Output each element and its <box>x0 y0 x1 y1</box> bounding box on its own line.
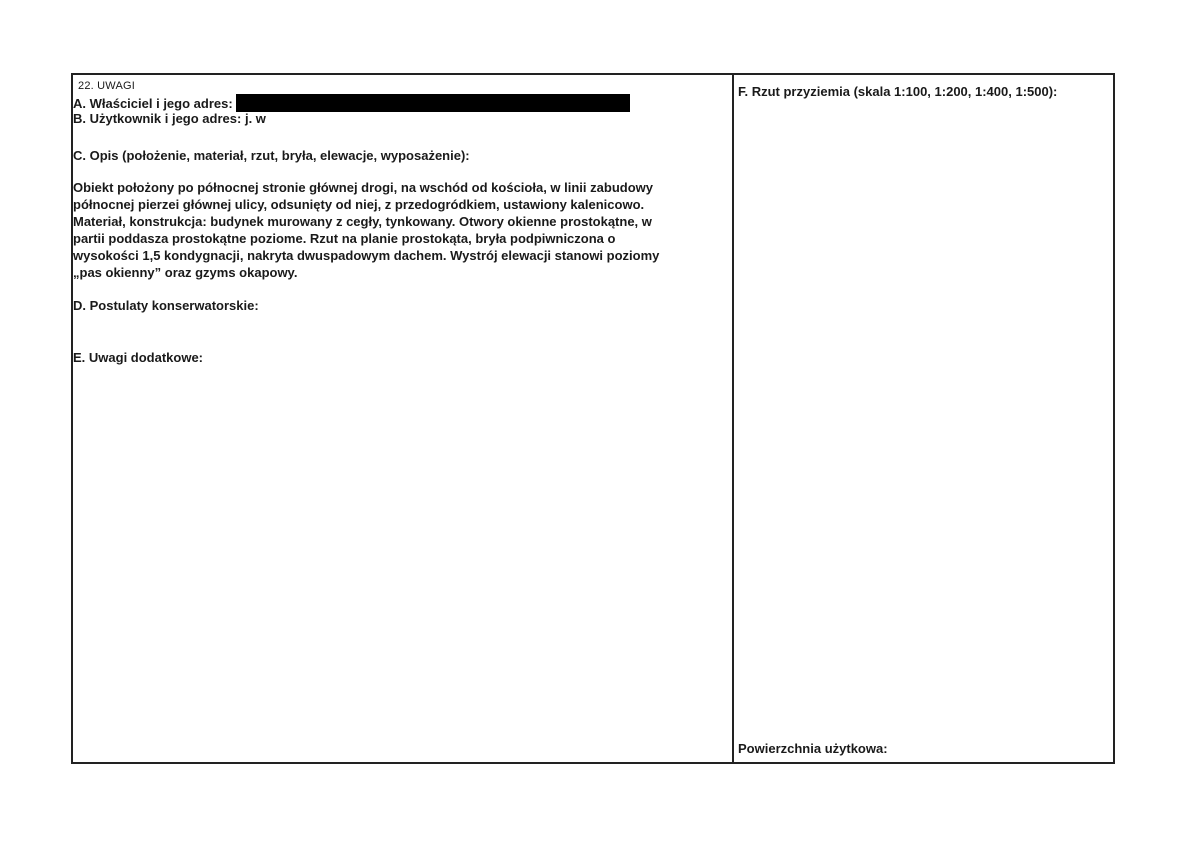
owner-redaction <box>236 94 630 112</box>
description-text <box>73 179 723 281</box>
remarks-label: E. Uwagi dodatkowe: <box>73 350 204 365</box>
column-divider <box>732 73 734 764</box>
user-value: j. w <box>244 111 266 126</box>
description-line: partii poddasza prostokątne poziome. Rzut na planie prostokąta, bryła podpiwniczona o <box>73 231 616 246</box>
user-field <box>73 111 266 127</box>
description-line: Obiekt położony po północnej stronie głównej drogi, na wschód od kościoła, w linii zabudowy <box>73 180 653 195</box>
description-label: C. Opis (położenie, materiał, rzut, bryła, elewacje, wyposażenie): <box>73 148 470 163</box>
floor-plan-panel <box>736 76 1112 760</box>
remarks-panel <box>73 76 728 760</box>
postulates-label: D. Postulaty konserwatorskie: <box>73 298 259 313</box>
owner-field <box>73 94 630 112</box>
usable-area-label: Powierzchnia użytkowa: <box>738 741 888 756</box>
section-number: 22. UWAGI <box>78 80 136 92</box>
description-line: „pas okienny” oraz gzyms okapowy. <box>73 265 298 280</box>
user-label: B. Użytkownik i jego adres: <box>73 111 242 126</box>
description-line: Materiał, konstrukcja: budynek murowany z cegły, tynkowany. Otwory okienne prostokątne, w <box>73 214 652 229</box>
owner-label: A. Właściciel i jego adres: <box>73 96 233 111</box>
description-line: wysokości 1,5 kondygnacji, nakryta dwuspadowym dachem. Wystrój elewacji stanowi poziomy <box>73 248 660 263</box>
floor-plan-label: F. Rzut przyziemia (skala 1:100, 1:200, 1:400, 1:500): <box>738 84 1058 99</box>
description-line: północnej pierzei głównej ulicy, odsunięty od niej, z przedogródkiem, ustawiony kalenicowo. <box>73 197 645 212</box>
